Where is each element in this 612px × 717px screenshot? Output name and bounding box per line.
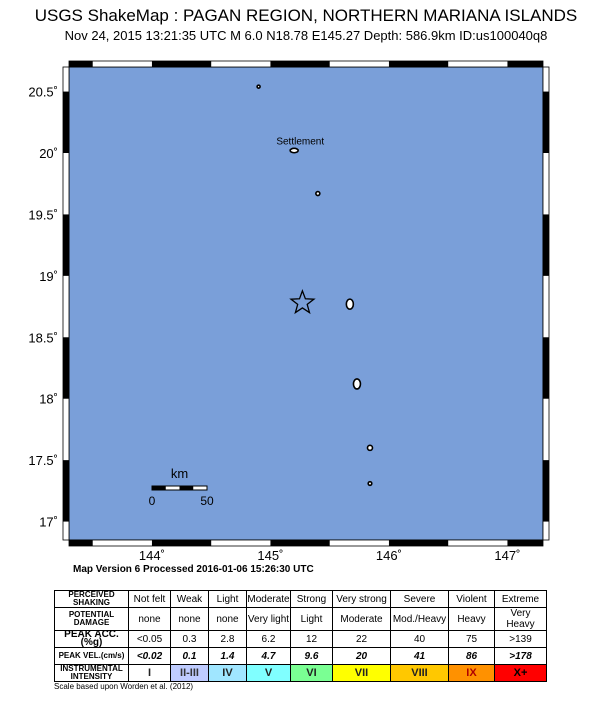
- legend-cell: VII: [333, 665, 391, 682]
- legend-cell: IX: [449, 665, 495, 682]
- y-tick-label: 20˚: [39, 146, 58, 161]
- border-segment: [270, 540, 329, 546]
- legend-cell: Very Heavy: [495, 608, 547, 631]
- settlement-label: Settlement: [276, 136, 325, 148]
- legend-cell: II-III: [171, 665, 209, 682]
- scale-bar-segment: [152, 486, 166, 490]
- legend-cell: X+: [495, 665, 547, 682]
- y-tick-label: 18.5˚: [28, 330, 58, 346]
- legend-cell: Extreme: [495, 591, 547, 608]
- border-segment: [270, 61, 329, 67]
- legend-cell: 20: [333, 648, 391, 665]
- y-tick-label: 18˚: [39, 391, 58, 407]
- map-subtitle: Nov 24, 2015 13:21:35 UTC M 6.0 N18.78 E145.27 Depth: 586.9km ID:us100040q8: [64, 28, 548, 43]
- legend-cell: >139: [495, 631, 547, 648]
- border-segment: [69, 540, 93, 546]
- scale-unit-label: km: [170, 466, 189, 481]
- border-segment: [63, 337, 69, 398]
- x-tick-label: 144˚: [138, 548, 165, 563]
- scale-note: Scale based upon Worden et al. (2012): [54, 682, 194, 691]
- legend-row-mmi: [55, 665, 547, 682]
- island-shape: [368, 482, 372, 486]
- island-marker: [368, 482, 372, 486]
- legend-cell: 0.3: [171, 631, 209, 648]
- island-marker: [257, 85, 260, 88]
- border-segment: [152, 540, 211, 546]
- legend-cell: IV: [209, 665, 247, 682]
- island-shape: [367, 445, 372, 450]
- legend-cell: 1.4: [209, 648, 247, 665]
- legend-row-header: PEAK ACC.(%g): [55, 631, 129, 648]
- island-marker: [290, 148, 298, 152]
- x-tick-label: 147˚: [494, 548, 521, 563]
- legend-cell: Light: [291, 608, 333, 631]
- y-tick-label: 17˚: [39, 514, 58, 530]
- legend-cell: 12: [291, 631, 333, 648]
- y-tick-label: 20.5˚: [28, 84, 58, 100]
- border-segment: [543, 214, 549, 275]
- legend-cell: 22: [333, 631, 391, 648]
- legend-cell: Heavy: [449, 608, 495, 631]
- island-shape: [316, 192, 320, 196]
- legend-row-pgv: [55, 648, 547, 665]
- legend-cell: V: [247, 665, 291, 682]
- legend-cell: VI: [291, 665, 333, 682]
- island-shape: [353, 379, 360, 389]
- border-segment: [63, 460, 69, 521]
- legend-cell: Light: [209, 591, 247, 608]
- legend-cell: 9.6: [291, 648, 333, 665]
- legend-row-header: PERCEIVED SHAKING: [55, 591, 129, 608]
- legend-cell: 86: [449, 648, 495, 665]
- border-segment: [389, 540, 448, 546]
- legend-cell: Strong: [291, 591, 333, 608]
- border-segment: [507, 540, 543, 546]
- legend-cell: VIII: [391, 665, 449, 682]
- legend-cell: Moderate: [247, 591, 291, 608]
- legend-row-header: INSTRUMENTAL INTENSITY: [55, 665, 129, 682]
- border-segment: [389, 61, 448, 67]
- legend-cell: <0.05: [129, 631, 171, 648]
- legend-cell: Weak: [171, 591, 209, 608]
- scale-label-start: 0: [148, 494, 156, 508]
- intensity-legend-table: [54, 590, 547, 682]
- legend-cell: Not felt: [129, 591, 171, 608]
- legend-cell: Moderate: [333, 608, 391, 631]
- legend-cell: 40: [391, 631, 449, 648]
- border-segment: [543, 337, 549, 398]
- border-segment: [152, 61, 211, 67]
- map-version-text: Map Version 6 Processed 2016-01-06 15:26:30 UTC: [73, 564, 314, 575]
- legend-cell: none: [129, 608, 171, 631]
- legend-row-pga: [55, 631, 547, 648]
- legend-cell: 41: [391, 648, 449, 665]
- legend-cell: Very light: [247, 608, 291, 631]
- island-shape: [290, 148, 298, 152]
- island-shape: [346, 299, 353, 309]
- y-tick-label: 19˚: [39, 268, 58, 284]
- scale-bar-segment: [180, 486, 194, 490]
- island-marker: [353, 379, 360, 389]
- border-segment: [63, 214, 69, 275]
- island-marker: [367, 445, 372, 450]
- legend-cell: 4.7: [247, 648, 291, 665]
- island-marker: [316, 192, 320, 196]
- y-tick-label: 19.5˚: [28, 207, 58, 223]
- legend-cell: none: [209, 608, 247, 631]
- legend-cell: <0.02: [129, 648, 171, 665]
- island-marker: [346, 299, 353, 309]
- legend-cell: 2.8: [209, 631, 247, 648]
- legend-row-header: POTENTIAL DAMAGE: [55, 608, 129, 631]
- scale-label-end: 50: [200, 494, 214, 508]
- legend-cell: 75: [449, 631, 495, 648]
- x-tick-label: 146˚: [375, 548, 402, 563]
- border-segment: [63, 92, 69, 153]
- legend-cell: Violent: [449, 591, 495, 608]
- legend-row-shaking: [55, 591, 547, 608]
- legend-cell: >178: [495, 648, 547, 665]
- legend-cell: none: [171, 608, 209, 631]
- border-segment: [543, 92, 549, 153]
- legend-cell: 6.2: [247, 631, 291, 648]
- legend-cell: Mod./Heavy: [391, 608, 449, 631]
- border-segment: [69, 61, 93, 67]
- island-shape: [257, 85, 260, 88]
- legend-cell: 0.1: [171, 648, 209, 665]
- legend-cell: Severe: [391, 591, 449, 608]
- map-title: USGS ShakeMap : PAGAN REGION, NORTHERN MARIANA ISLANDS: [34, 6, 578, 25]
- y-tick-label: 17.5˚: [28, 453, 58, 469]
- legend-row-header: PEAK VEL.(cm/s): [55, 648, 129, 665]
- legend-cell: I: [129, 665, 171, 682]
- border-segment: [543, 460, 549, 521]
- x-tick-label: 145˚: [257, 548, 284, 563]
- border-segment: [507, 61, 543, 67]
- legend-cell: Very strong: [333, 591, 391, 608]
- legend-row-damage: [55, 608, 547, 631]
